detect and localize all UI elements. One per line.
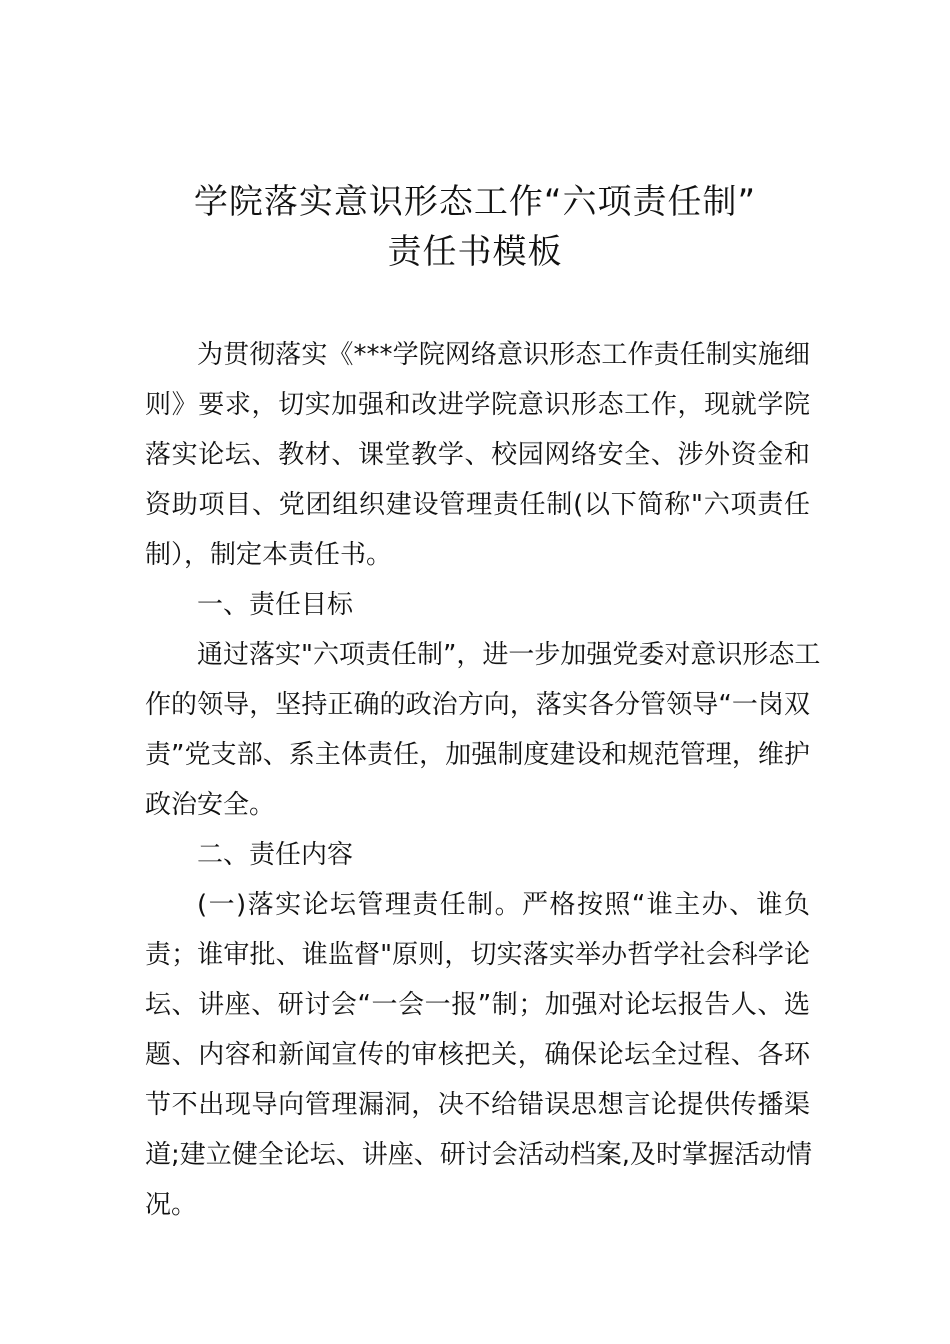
paragraph-line: 则》要求，切实加强和改进学院意识形态工作，现就学院 [145,390,810,420]
paragraph-line: 作的领导，坚持正确的政治方向，落实各分管领导“一岗双 [145,690,810,720]
paragraph-line: 责；谁审批、谁监督"原则，切实落实举办哲学社会科学论 [145,940,810,970]
paragraph-line: 为贯彻落实《***学院网络意识形态工作责任制实施细 [197,340,810,370]
paragraph-line: 坛、讲座、研讨会“一会一报”制；加强对论坛报告人、选 [145,990,810,1020]
paragraph-line: 节不出现导向管理漏洞，决不给错误思想言论提供传播渠 [145,1090,810,1120]
section-heading: 二、责任内容 [197,840,354,870]
paragraph-line: 况。 [145,1190,198,1220]
paragraph-line: 道;建立健全论坛、讲座、研讨会活动档案,及时掌握活动情 [145,1140,813,1170]
paragraph-line: (一)落实论坛管理责任制。严格按照“谁主办、谁负 [197,890,810,920]
document-title-line1: 学院落实意识形态工作“六项责任制” [193,182,757,222]
paragraph-line: 制），制定本责任书。 [145,540,393,570]
paragraph-line: 资助项目、党团组织建设管理责任制(以下简称"六项责任 [145,490,810,520]
section-heading: 一、责任目标 [197,590,354,620]
document-title-line2: 责任书模板 [387,232,563,272]
document-body [145,330,821,1230]
paragraph-line: 责”党支部、系主体责任，加强制度建设和规范管理，维护 [145,740,810,770]
paragraph-line: 通过落实"六项责任制”，进一步加强党委对意识形态工 [197,640,821,670]
paragraph-line: 政治安全。 [145,790,276,820]
paragraph-line: 落实论坛、教材、课堂教学、校园网络安全、涉外资金和 [145,440,810,470]
paragraph-line: 题、内容和新闻宣传的审核把关，确保论坛全过程、各环 [145,1040,810,1070]
